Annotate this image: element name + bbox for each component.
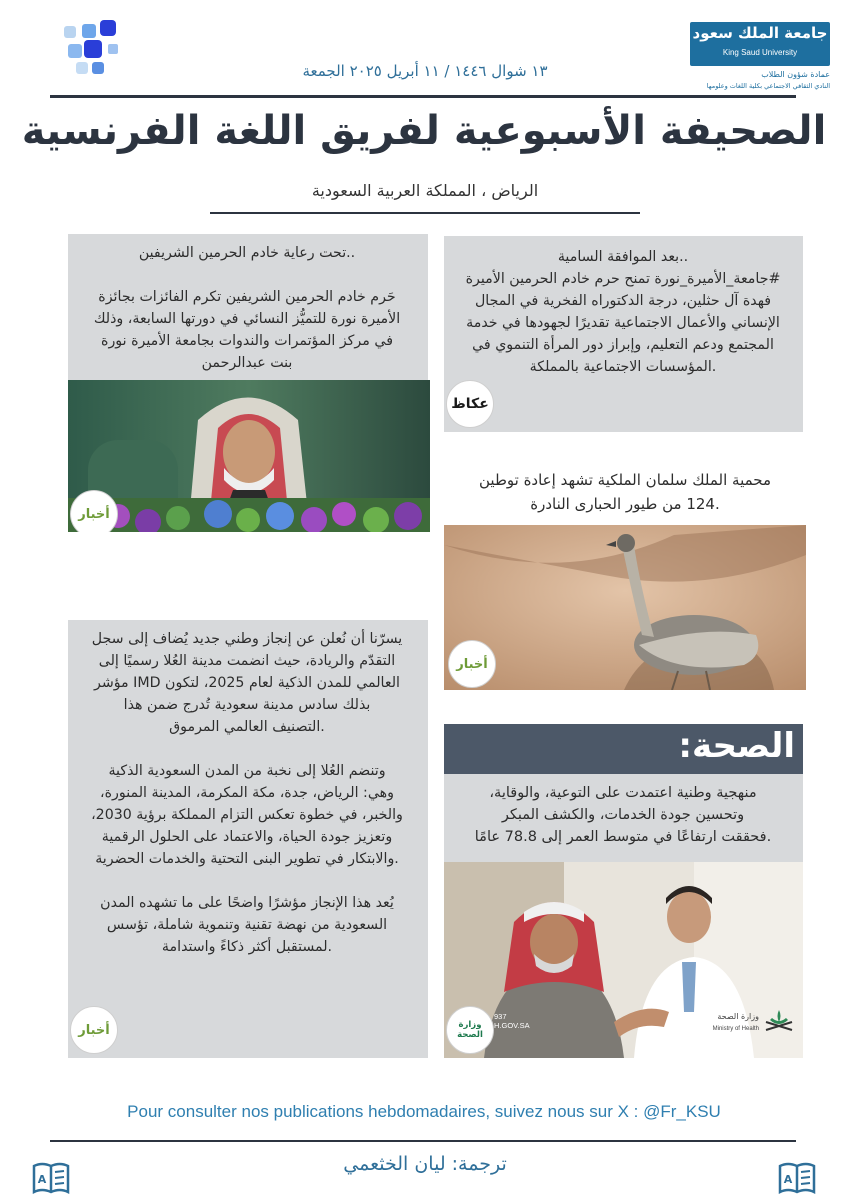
- text-line: وهي: الرياض، جدة، مكة المكرمة، المدينة المنورة،: [100, 785, 394, 801]
- moh-website: 937 H.GOV.SA: [494, 1012, 530, 1030]
- okaz-badge: عكاظ: [446, 380, 494, 428]
- text-line: منهجية وطنية اعتمدت على التوعية، والوقاية،: [489, 785, 757, 801]
- translator-credit: ترجمة: ليان الخثعمي: [343, 1153, 507, 1175]
- text-line: حَرم خادم الحرمين الشريفين تكرم الفائزات بجائزة: [98, 289, 396, 305]
- text-line: .فحققت ارتفاعًا في متوسط العمر إلى 78.8 عامًا: [474, 829, 772, 845]
- health-photo: [444, 862, 803, 1058]
- footer-divider: [50, 1140, 796, 1142]
- text-line: في مركز المؤتمرات والندوات بجامعة الأميرة نورة: [101, 333, 393, 349]
- text-line: والخبر، في خطوة تعكس التزام المملكة برؤية 2030،: [91, 807, 403, 823]
- health-section-title: الصحة:: [678, 726, 795, 766]
- text-line: محمية الملك سلمان الملكية تشهد إعادة توطين: [479, 471, 771, 489]
- text-spacer: [74, 870, 420, 892]
- article-honorary-doctorate-text: [450, 246, 796, 378]
- article-bustard-text: [444, 468, 806, 516]
- club-dots-logo-icon: [60, 18, 122, 80]
- text-line: وتنضم العُلا إلى نخبة من المدن السعودية الذكية: [108, 763, 386, 779]
- text-line: .التصنيف العالمي المرموق: [169, 719, 325, 735]
- book-icon: [778, 1160, 816, 1196]
- article-honorary-doctorate-card: [444, 236, 803, 432]
- header-divider: [50, 95, 796, 98]
- ksu-logo-box: [690, 22, 830, 66]
- dept-line-1: عمادة شؤون الطلاب: [761, 70, 830, 79]
- page-subtitle: الرياض ، المملكة العربية السعودية: [311, 181, 539, 200]
- text-line: بنت عبدالرحمن: [201, 355, 293, 371]
- text-line: .124 من طيور الحبارى النادرة: [530, 495, 720, 513]
- moh-emblem-icon: [762, 1008, 796, 1034]
- follow-us-text: Pour consulter nos publications hebdomadaires, suivez nous sur X : @Fr_KSU: [127, 1102, 721, 1121]
- ksu-name-arabic: جامعة الملك سعود: [692, 24, 828, 42]
- moh-name-arabic: وزارة الصحة: [717, 1012, 759, 1021]
- book-icon: [32, 1160, 70, 1196]
- text-line: الأميرة نورة للتميُّز النسائي في دورتها السابعة، وذلك: [93, 311, 401, 327]
- bustard-photo: [444, 525, 806, 690]
- text-line: المجتمع ودعم التعليم، وإبراز دور المرأة التنموي في: [472, 337, 774, 353]
- text-line: وتحسين جودة الخدمات، والكشف المبكر: [501, 807, 745, 823]
- akhbar-badge: أخبار: [70, 490, 118, 532]
- book-letter: A: [37, 1173, 47, 1186]
- issue-date: ١٣ شوال ١٤٤٦ / ١١ أبريل ٢٠٢٥ الجمعة: [302, 62, 548, 80]
- moh-badge: وزارة الصحة: [446, 1006, 494, 1054]
- king-photo: [68, 380, 430, 532]
- text-line: بذلك سادس مدينة سعودية تُدرج ضمن هذا: [123, 697, 371, 713]
- book-letter: A: [783, 1173, 793, 1186]
- text-line: التقدّم والريادة، حيث انضمت مدينة العُلا رسميًا إلى: [98, 653, 396, 669]
- text-line: فهدة آل حثلين، درجة الدكتوراه الفخرية في المجال: [474, 293, 772, 309]
- text-line: .لمستقبل أكثر ذكاءً واستدامة: [161, 939, 333, 955]
- article-royal-patronage-text: [74, 242, 420, 374]
- text-line: ..تحت رعاية خادم الحرمين الشريفين: [138, 245, 356, 261]
- text-line: السعودية من نهضة تقنية وتنموية شاملة، تؤسس: [106, 917, 388, 933]
- ksu-name-english: King Saud University: [722, 48, 798, 57]
- article-royal-patronage-card: [68, 234, 428, 380]
- page-title: الصحيفة الأسبوعية لفريق اللغة الفرنسية: [21, 108, 827, 154]
- moh-name-english: Ministry of Health: [712, 1026, 759, 1032]
- text-line: .المؤسسات الاجتماعية بالمملكة: [529, 359, 717, 375]
- article-alula-card: [68, 620, 428, 1058]
- text-line: ..بعد الموافقة السامية: [557, 249, 689, 265]
- article-alula-text: [74, 628, 420, 958]
- text-line: العالمي للمدن الذكية لعام 2025، لتكون IMD مؤشر: [94, 675, 400, 691]
- dept-line-2: النادي الثقافي الاجتماعي بكلية اللغات وعلومها: [706, 82, 830, 90]
- text-line: الإنساني والأعمال الاجتماعية تقديرًا لجهودها في خدمة: [466, 315, 780, 331]
- text-line: يسرّنا أن نُعلن عن إنجاز وطني جديد يُضاف إلى سجل: [91, 631, 403, 647]
- subtitle-divider: [210, 212, 640, 214]
- akhbar-badge: أخبار: [70, 1006, 118, 1054]
- text-line: وتعزيز جودة الحياة، والاعتماد على الحلول الرقمية: [101, 829, 393, 845]
- akhbar-badge: أخبار: [448, 640, 496, 688]
- text-line: يُعد هذا الإنجاز مؤشرًا واضحًا على ما تشهده المدن: [100, 895, 394, 911]
- article-health-text: [450, 782, 796, 848]
- text-spacer: [74, 738, 420, 760]
- ksu-logo: [690, 22, 830, 104]
- health-section-header: [444, 724, 803, 774]
- text-spacer: [74, 264, 420, 286]
- text-line: .والابتكار في تطوير البنى التحتية والخدمات الحضرية: [95, 851, 399, 867]
- text-line: #جامعة_الأميرة_نورة تمنح حرم خادم الحرمين الأميرة: [465, 271, 781, 287]
- article-health-card: [444, 774, 803, 862]
